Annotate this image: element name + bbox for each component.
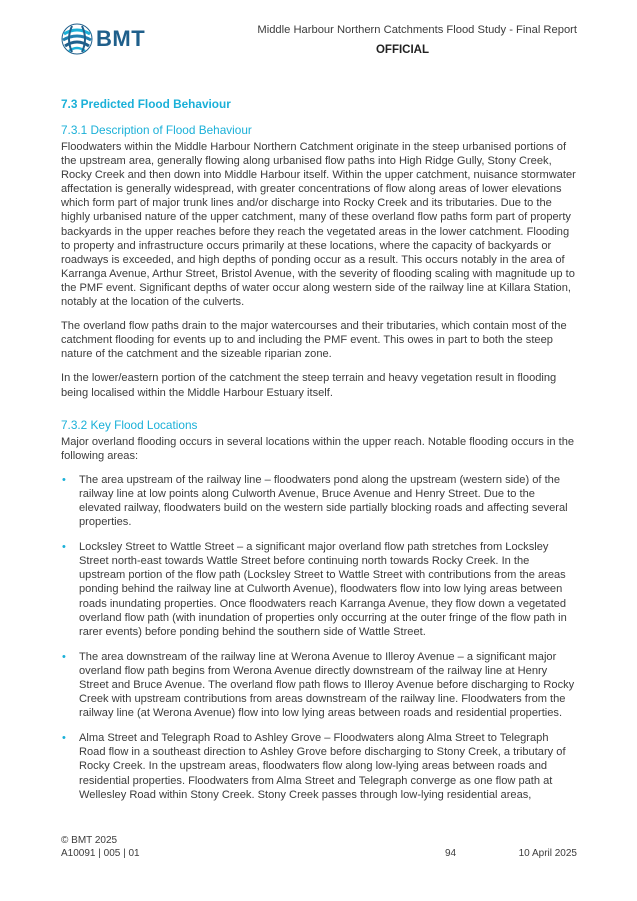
- list-item: [61, 650, 577, 720]
- page-number: 94: [445, 848, 457, 859]
- bullet-icon: •: [62, 541, 66, 554]
- subsection-heading-2: 7.3.2 Key Flood Locations: [61, 417, 198, 432]
- report-title: Middle Harbour Northern Catchments Flood Study - Final Report: [257, 24, 577, 36]
- list-item-text: Alma Street and Telegraph Road to Ashley Grove – Floodwaters along Alma Street to Telegraph Road flow in a southeast direction to Ashley Grove before discharging to Stony Creek, a tributary of Rocky Creek. In the upstream areas, floodwaters flow along low-lying areas between roads and residential properties. Floodwaters from Alma Street and Telegraph converge as one flow path at Wellesley Road within Stony Creek. Stony Creek passes through low-lying residential areas,: [79, 732, 566, 801]
- subsection-heading-1: 7.3.1 Description of Flood Behaviour: [61, 123, 252, 137]
- logo-text: BMT: [96, 26, 146, 51]
- section-heading: 7.3 Predicted Flood Behaviour: [61, 97, 231, 111]
- paragraph: Floodwaters within the Middle Harbour Northern Catchment originate in the steep urbanised portions of the upstream area, generally flowing along urbanised flow paths into High Ridge Gully, Stony Creek, Rocky Creek and then down into Middle Harbour itself. Within the upper catchment, nuisance stormwater affectation is generally widespread, with greater concentrations of flow along areas of lower elevations which form part of major trunk lines and/or discharge into Rocky Creek and its tributaries. Due to the highly urbanised nature of the upper catchment, many of these overland flow paths form part of property backyards in the upper reaches before they reach the vegetated areas in the lower catchment. Flooding to property and infrastructure occurs primarily at these locations, where the capacity of backyards or roadways is exceeded, and high depths of ponding occur as a result. This occurs notably in the area of Karranga Avenue, Arthur Street, Bristol Avenue, with the severity of flooding scaling with magnitude up to the PMF event. Significant depths of water occur along western side of the railway line at Killara Station, notably at the location of the culverts.: [61, 141, 576, 309]
- page-content: [61, 97, 577, 813]
- report-date: 10 April 2025: [518, 848, 577, 859]
- flood-locations-list: [61, 473, 577, 802]
- bmt-logo: [60, 22, 145, 56]
- paragraph: In the lower/eastern portion of the catchment the steep terrain and heavy vegetation result in flooding being localised within the Middle Harbour Estuary itself.: [61, 372, 557, 399]
- bmt-globe-icon: [60, 22, 94, 56]
- list-item-text: Locksley Street to Wattle Street – a significant major overland flow path stretches from Locksley Street north-east towards Wattle Street before continuing north towards Rocky Creek. In the upstream portion of the flow path (Locksley Street to Wattle Street with contributions from the areas ponding behind the railway line at Culworth Avenue), floodwaters flow into low lying areas between roads inundating properties. Once floodwaters reach Karranga Avenue, they flow down a vegetated overland flow path (with inundation of properties only occurring at the outer fringe of the flow path in rarer events) before ponding behind the southern side of Wattle Street.: [79, 541, 567, 638]
- list-item: [61, 540, 577, 639]
- paragraph: The overland flow paths drain to the major watercourses and their tributaries, which contain most of the catchment flooding for events up to and including the PMF event. This owes in part to both the steep nature of the catchment and the sizeable riparian zone.: [61, 320, 567, 361]
- bullet-icon: •: [62, 732, 66, 745]
- document-reference: A10091 | 005 | 01: [61, 848, 140, 859]
- paragraph: Major overland flooding occurs in several locations within the upper reach. Notable flooding occurs in the following areas:: [61, 435, 575, 462]
- list-item-text: The area downstream of the railway line at Werona Avenue to Illeroy Avenue – a significant major overland flow path begins from Werona Avenue directly downstream of the railway line at Henry Street and Bruce Avenue. The overland flow path flows to Illeroy Avenue before discharging to Rocky Creek with upstream contributions from areas downstream of the railway line. Floodwaters from the railway line (at Werona Avenue) flow into low lying areas between roads and residential properties.: [79, 650, 575, 720]
- list-item: [61, 731, 577, 801]
- list-item: [61, 473, 577, 529]
- list-item-text: The area upstream of the railway line – floodwaters pond along the upstream (western side) of the railway line at low points along Culworth Avenue, Bruce Avenue and Henry Street. Due to the elevated railway, floodwaters build on the western side partially blocking roads and affecting several properties.: [79, 473, 568, 529]
- bullet-icon: •: [62, 473, 66, 486]
- bullet-icon: •: [62, 650, 66, 663]
- page-footer: [61, 835, 577, 859]
- copyright: © BMT 2025: [61, 835, 118, 846]
- classification-label: OFFICIAL: [375, 44, 429, 56]
